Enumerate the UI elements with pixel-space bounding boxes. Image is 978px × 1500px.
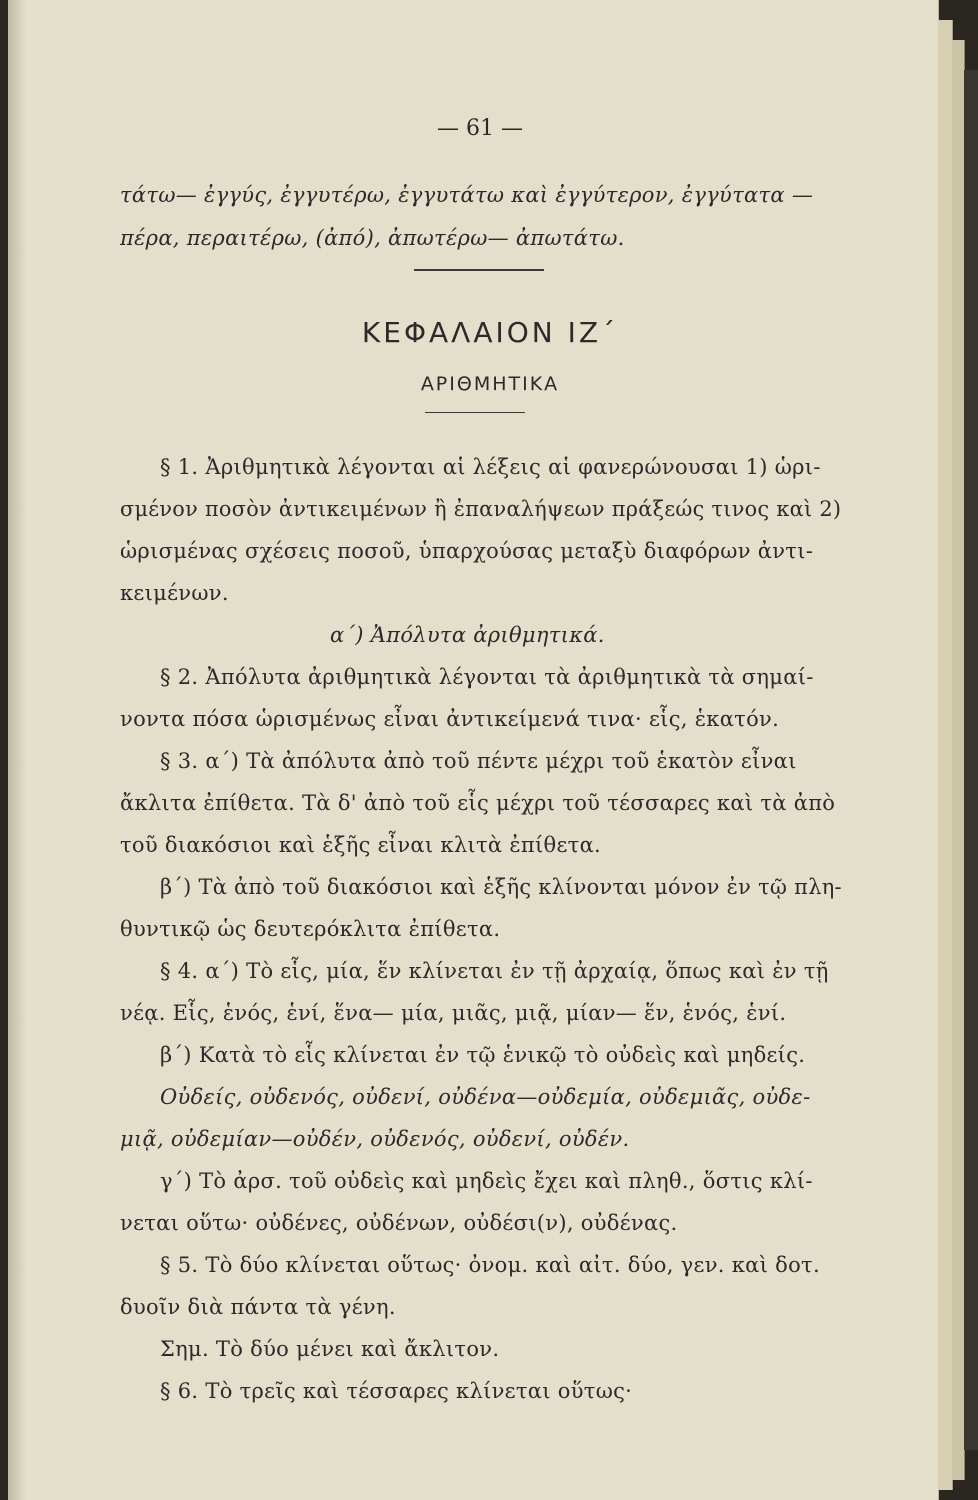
text-line: νεται οὕτω· οὐδένες, οὐδένων, οὐδέσι(ν), οὐδένας. xyxy=(120,1211,678,1235)
text-line: ἄκλιτα ἐπίθετα. Τὰ δ' ἀπὸ τοῦ εἷς μέχρι τοῦ τέσσαρες καὶ τὰ ἀπὸ xyxy=(120,791,836,815)
text-line: § 5. Τὸ δύο κλίνεται οὕτως· ὀνομ. καὶ αἰτ. δύο, γεν. καὶ δοτ. xyxy=(160,1253,820,1277)
binding-shadow xyxy=(8,0,26,1500)
text-line: § 4. α΄) Τὸ εἷς, μία, ἕν κλίνεται ἐν τῇ ἀρχαίᾳ, ὅπως καὶ ἐν τῇ xyxy=(160,959,829,983)
text-line: μιᾷ, οὐδεμίαν—οὐδέν, οὐδενός, οὐδενί, οὐδέν. xyxy=(120,1127,630,1151)
text-line: νοντα πόσα ὡρισμένως εἶναι ἀντικείμενά τινα· εἷς, ἑκατόν. xyxy=(120,707,780,731)
section-divider xyxy=(414,269,544,271)
text-line: § 6. Τὸ τρεῖς καὶ τέσσαρες κλίνεται οὕτως· xyxy=(160,1379,633,1403)
text-line: σμένον ποσὸν ἀντικειμένων ἢ ἐπαναλήψεων πράξεώς τινος καὶ 2) xyxy=(120,497,842,521)
chapter-subtitle: ΑΡΙΘΜΗΤΙΚΑ xyxy=(420,373,560,395)
text-line: πέρα, περαιτέρω, (ἀπό), ἀπωτέρω— ἀπωτάτω. xyxy=(120,226,625,250)
chapter-title: ΚΕΦΑΛΑΙΟΝ ΙΖ΄ xyxy=(361,316,619,349)
text-line: Οὐδείς, οὐδενός, οὐδενί, οὐδένα—οὐδεμία, οὐδεμιᾶς, οὐδε- xyxy=(160,1085,811,1109)
text-line: δυοῖν διὰ πάντα τὰ γένη. xyxy=(120,1295,396,1319)
page-edge xyxy=(938,20,953,1490)
text-line: τάτω— ἐγγύς, ἐγγυτέρω, ἐγγυτάτω καὶ ἐγγύτερον, ἐγγύτατα — xyxy=(120,183,814,207)
subsection-title: α΄) Ἀπόλυτα ἀριθμητικά. xyxy=(330,623,605,647)
text-line: γ΄) Τὸ ἀρσ. τοῦ οὐδεὶς καὶ μηδεὶς ἔχει καὶ πληθ., ὅστις κλί- xyxy=(160,1169,813,1193)
text-line: θυντικῷ ὡς δευτερόκλιτα ἐπίθετα. xyxy=(120,917,501,941)
text-line: § 1. Ἀριθμητικὰ λέγονται αἱ λέξεις αἱ φανερώνουσαι 1) ὡρι- xyxy=(160,455,821,479)
text-line: Σημ. Τὸ δύο μένει καὶ ἄκλιτον. xyxy=(160,1337,500,1361)
text-line: ὡρισμένας σχέσεις ποσοῦ, ὑπαρχούσας μεταξὺ διαφόρων ἀντι- xyxy=(120,539,814,563)
text-line: β΄) Τὰ ἀπὸ τοῦ διακόσιοι καὶ ἑξῆς κλίνονται μόνον ἐν τῷ πλη- xyxy=(160,875,842,899)
text-line: κειμένων. xyxy=(120,581,229,605)
text-line: νέᾳ. Εἷς, ἑνός, ἑνί, ἕνα— μία, μιᾶς, μιᾷ, μίαν— ἕν, ἑνός, ἑνί. xyxy=(120,1001,787,1025)
text-line: β΄) Κατὰ τὸ εἷς κλίνεται ἐν τῷ ἑνικῷ τὸ οὐδεὶς καὶ μηδείς. xyxy=(160,1043,806,1067)
text-line: τοῦ διακόσιοι καὶ ἑξῆς εἶναι κλιτὰ ἐπίθετα. xyxy=(120,833,602,857)
heading-rule xyxy=(425,412,525,413)
text-line: § 2. Ἀπόλυτα ἀριθμητικὰ λέγονται τὰ ἀριθμητικὰ τὰ σημαί- xyxy=(160,665,814,689)
text-line: § 3. α΄) Τὰ ἀπόλυτα ἀπὸ τοῦ πέντε μέχρι τοῦ ἑκατὸν εἶναι xyxy=(160,749,797,773)
page-number: — 61 — xyxy=(437,116,523,141)
book-cover-edge xyxy=(964,70,978,1450)
